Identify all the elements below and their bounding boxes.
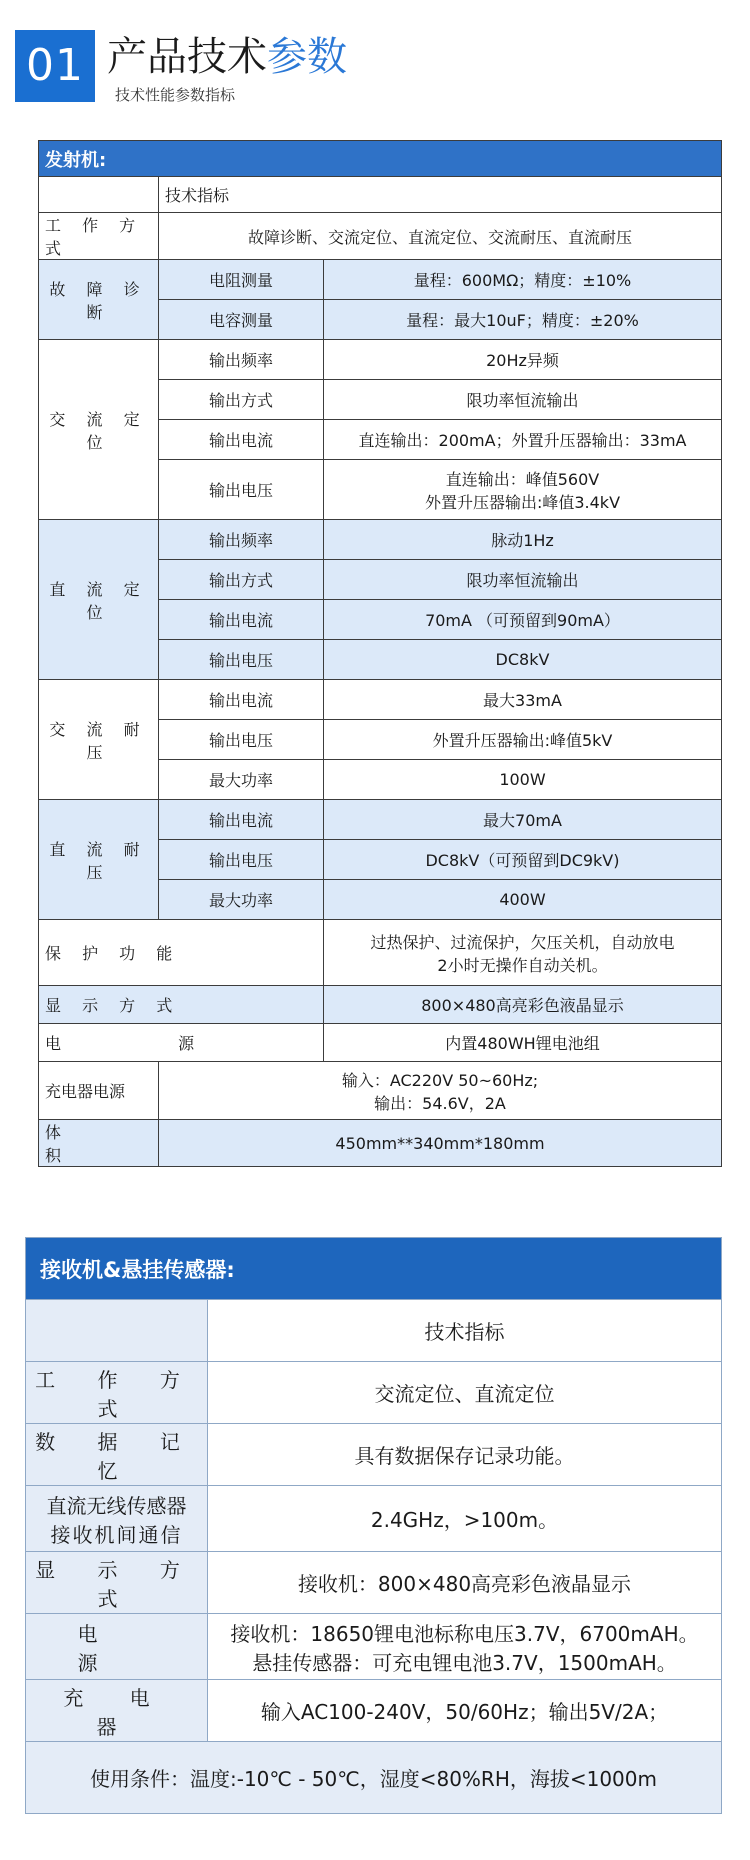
spec-value: 最大70mA (324, 800, 722, 840)
spec-value: 限功率恒流输出 (324, 560, 722, 600)
charger-value (159, 1062, 722, 1120)
fault-diagnosis-label: 故 障 诊 断 (39, 260, 159, 340)
receiver-value: 交流定位、直流定位 (208, 1362, 722, 1424)
spec-value: 脉动1Hz (324, 520, 722, 560)
receiver-label-line: 直流无线传感器 (46, 1493, 187, 1518)
protection-value (324, 920, 722, 986)
spec-value: 量程：600MΩ；精度：±10% (324, 260, 722, 300)
spec-value: 外置升压器输出:峰值5kV (324, 720, 722, 760)
spec-value: 100W (324, 760, 722, 800)
ac-locate-label: 交 流 定 位 (39, 340, 159, 520)
spec-value: 限功率恒流输出 (324, 380, 722, 420)
spec-value: 直连输出：200mA；外置升压器输出：33mA (324, 420, 722, 460)
transmitter-heading: 发射机: (39, 141, 722, 177)
spec-value: 20Hz异频 (324, 340, 722, 380)
spec-name: 输出电压 (159, 720, 324, 760)
spec-name: 输出电流 (159, 680, 324, 720)
spec-name: 电阻测量 (159, 260, 324, 300)
receiver-label (26, 1680, 208, 1742)
spec-name: 输出电流 (159, 800, 324, 840)
receiver-label-text: 充 电 器 (63, 1685, 170, 1739)
spec-name: 最大功率 (159, 880, 324, 920)
page-title (107, 32, 347, 82)
spec-value: 量程：最大10uF；精度：±20% (324, 300, 722, 340)
spec-value: 最大33mA (324, 680, 722, 720)
spec-value: DC8kV（可预留到DC9kV) (324, 840, 722, 880)
display-label: 显 示 方 式 (39, 986, 324, 1024)
spec-name: 电容测量 (159, 300, 324, 340)
title-plain: 产品技术 (107, 34, 267, 80)
receiver-label-line: 接收机间通信 (50, 1522, 183, 1547)
spec-value: DC8kV (324, 640, 722, 680)
charger-label: 充电器电源 (39, 1062, 159, 1120)
receiver-value: 具有数据保存记录功能。 (208, 1424, 722, 1486)
charger-line: 输入：AC220V 50~60Hz; (341, 1070, 539, 1090)
receiver-label: 显 示 方 式 (26, 1552, 208, 1614)
spec-name: 输出电流 (159, 420, 324, 460)
receiver-label: 数 据 记 忆 (26, 1424, 208, 1486)
receiver-value-line: 接收机：18650锂电池标称电压3.7V，6700mAH。 (230, 1621, 699, 1646)
spec-value: 70mA （可预留到90mA） (324, 600, 722, 640)
spec-value (324, 460, 722, 520)
spec-name: 输出频率 (159, 340, 324, 380)
ac-withstand-label: 交 流 耐 压 (39, 680, 159, 800)
charger-line: 输出：54.6V，2A (374, 1093, 506, 1113)
receiver-label: 工 作 方 式 (26, 1362, 208, 1424)
receiver-heading: 接收机&悬挂传感器: (26, 1238, 722, 1300)
protection-line: 过热保护、过流保护，欠压关机，自动放电 (370, 932, 675, 952)
receiver-value (208, 1614, 722, 1680)
receiver-label (26, 1614, 208, 1680)
receiver-spec-header: 技术指标 (208, 1300, 722, 1362)
protection-line: 2小时无操作自动关机。 (437, 955, 608, 975)
power-value: 内置480WH锂电池组 (324, 1024, 722, 1062)
title-accent: 参数 (267, 34, 347, 80)
spec-name: 输出频率 (159, 520, 324, 560)
receiver-label (26, 1486, 208, 1552)
work-mode-label: 工 作 方 式 (39, 213, 159, 260)
spec-name: 输出方式 (159, 380, 324, 420)
blank-cell (26, 1300, 208, 1362)
spec-name: 输出电压 (159, 840, 324, 880)
spec-name: 输出方式 (159, 560, 324, 600)
spec-name: 最大功率 (159, 760, 324, 800)
protection-label: 保 护 功 能 (39, 920, 324, 986)
receiver-label-text: 电 源 (77, 1621, 156, 1675)
receiver-value: 接收机：800×480高亮彩色液晶显示 (208, 1552, 722, 1614)
spec-value-line: 直连输出：峰值560V (445, 469, 600, 489)
spec-value: 400W (324, 880, 722, 920)
blank-cell (39, 177, 159, 213)
receiver-value-line: 悬挂传感器：可充电锂电池3.7V，1500mAH。 (252, 1650, 677, 1675)
section-number-badge: 01 (15, 30, 95, 102)
page-subtitle: 技术性能参数指标 (115, 86, 236, 104)
receiver-value: 输入AC100-240V，50/60Hz；输出5V/2A； (208, 1680, 722, 1742)
work-mode-value: 故障诊断、交流定位、直流定位、交流耐压、直流耐压 (159, 213, 722, 260)
spec-header: 技术指标 (159, 177, 722, 213)
spec-name: 输出电压 (159, 640, 324, 680)
power-label-text: 电 源 (45, 1034, 251, 1053)
dc-locate-label: 直 流 定 位 (39, 520, 159, 680)
spec-name: 输出电流 (159, 600, 324, 640)
receiver-value: 2.4GHz，>100m。 (208, 1486, 722, 1552)
transmitter-spec-table (38, 140, 722, 1167)
spec-value-line: 外置升压器输出:峰值3.4kV (424, 492, 621, 512)
power-label (39, 1024, 324, 1062)
volume-label-text: 体 积 (45, 1123, 106, 1165)
dc-withstand-label: 直 流 耐 压 (39, 800, 159, 920)
display-value: 800×480高亮彩色液晶显示 (324, 986, 722, 1024)
section-header (15, 30, 735, 120)
volume-value: 450mm**340mm*180mm (159, 1120, 722, 1167)
spec-name: 输出电压 (159, 460, 324, 520)
usage-conditions: 使用条件：温度:-10℃ - 50℃，湿度<80%RH，海拔<1000m (26, 1742, 722, 1814)
volume-label (39, 1120, 159, 1167)
receiver-spec-table (25, 1237, 722, 1814)
